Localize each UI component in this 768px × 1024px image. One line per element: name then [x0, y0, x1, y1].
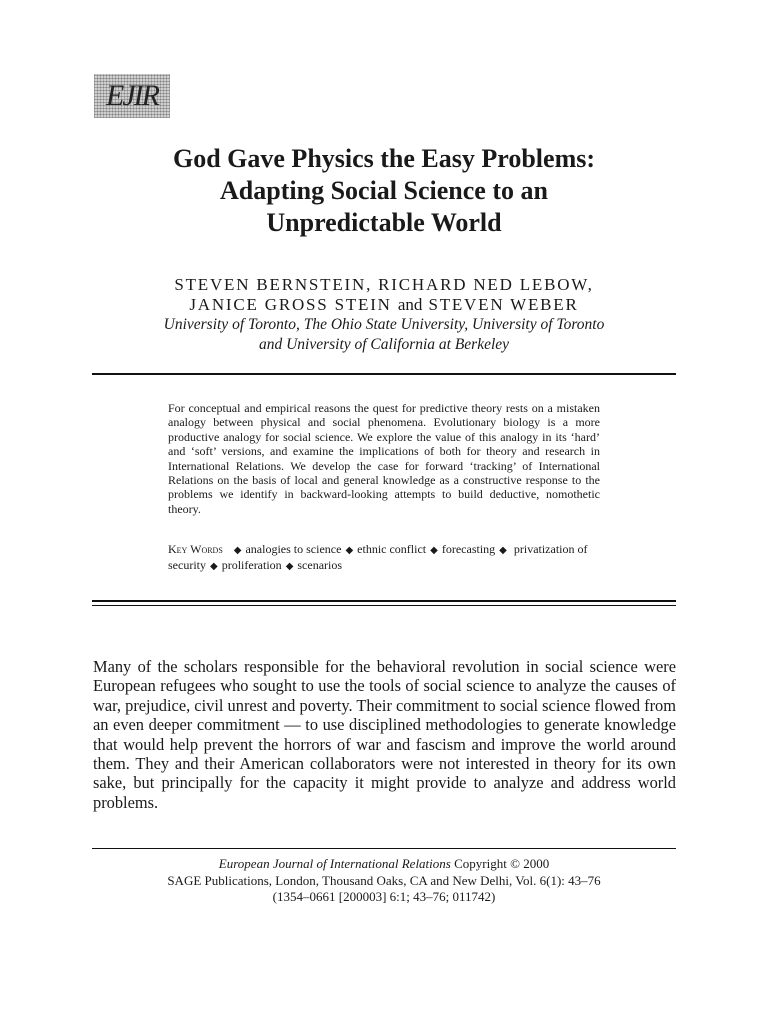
- title-line-1: God Gave Physics the Easy Problems:: [172, 144, 596, 173]
- body-paragraph: Many of the scholars responsible for the behavioral revolution in social science were European refugees who sought to use the tools of social science to analyze the causes of war, prejudice, civil unrest and poverty. Their commitment to social science flowed from an even deeper commitment — to use disciplined methodologies to generate knowledge that would help prevent the horrors of war and fascism and improve the world around them. They and their American collaborators were not interested in theory for its own sake, but principally for the capacity it might provide to analyze and address world problems.: [93, 657, 676, 812]
- diamond-icon: ◆: [285, 561, 294, 573]
- affiliation-line-2: and University of California at Berkeley: [258, 336, 510, 353]
- keyword-item: ethnic conflict: [357, 542, 427, 556]
- keyword-item: analogies to science: [245, 542, 342, 556]
- keyword-item: privatization of security: [168, 542, 588, 573]
- author-stein: JANICE GROSS STEIN: [189, 295, 392, 314]
- journal-logo: [94, 74, 170, 118]
- keyword-item: forecasting: [441, 542, 496, 556]
- copyright-notice: Copyright © 2000: [454, 856, 550, 871]
- keyword-item: scenarios: [297, 558, 343, 573]
- keyword-item: proliferation: [221, 558, 282, 573]
- authors-and: and: [397, 295, 423, 314]
- authors-line-2: [60, 295, 708, 315]
- diamond-icon: ◆: [233, 545, 242, 556]
- author-weber: STEVEN WEBER: [428, 295, 579, 314]
- abstract-divider-bottom: [92, 605, 676, 606]
- title-line-2: Adapting Social Science to an: [220, 176, 548, 205]
- diamond-icon: ◆: [430, 545, 438, 556]
- diamond-icon: ◆: [210, 561, 218, 573]
- journal-logo-text: EJIR: [106, 79, 158, 112]
- abstract-divider-top: [92, 600, 676, 602]
- affiliation-line-1: University of Toronto, The Ohio State University, University of Toronto: [163, 316, 605, 333]
- affiliations: [60, 315, 708, 355]
- diamond-icon: ◆: [345, 545, 354, 556]
- journal-name: European Journal of International Relations: [218, 856, 451, 871]
- title-line-3: Unpredictable World: [266, 208, 502, 237]
- authors-line-1: STEVEN BERNSTEIN, RICHARD NED LEBOW,: [174, 275, 594, 294]
- keywords: [168, 542, 600, 575]
- author-list: [60, 275, 708, 315]
- publication-footer: [60, 856, 708, 906]
- abstract: For conceptual and empirical reasons the quest for predictive theory rests on a mistaken analogy between physical and social phenomena. Evolutionary biology is a more productive analogy for social science. We explore the value of this analogy in its ‘hard’ and ‘soft’ versions, and examine the implications of both for theory and research in International Relations. We develop the case for forward ‘tracking’ of International Relations on the basis of local and general knowledge as a constructive response to the problems we identify in backward-looking attempts to build deductive, nomothetic theory.: [168, 401, 600, 516]
- footer-divider: [92, 848, 676, 849]
- article-title: [80, 143, 688, 239]
- publisher-line: SAGE Publications, London, Thousand Oaks, CA and New Delhi, Vol. 6(1): 43–76: [167, 872, 601, 888]
- identifier-line: (1354–0661 [200003] 6:1; 43–76; 011742): [272, 889, 496, 904]
- keywords-label: Key Words: [168, 542, 223, 556]
- header-divider: [92, 373, 676, 375]
- diamond-icon: ◆: [499, 545, 507, 556]
- footer-line-1: [60, 856, 708, 873]
